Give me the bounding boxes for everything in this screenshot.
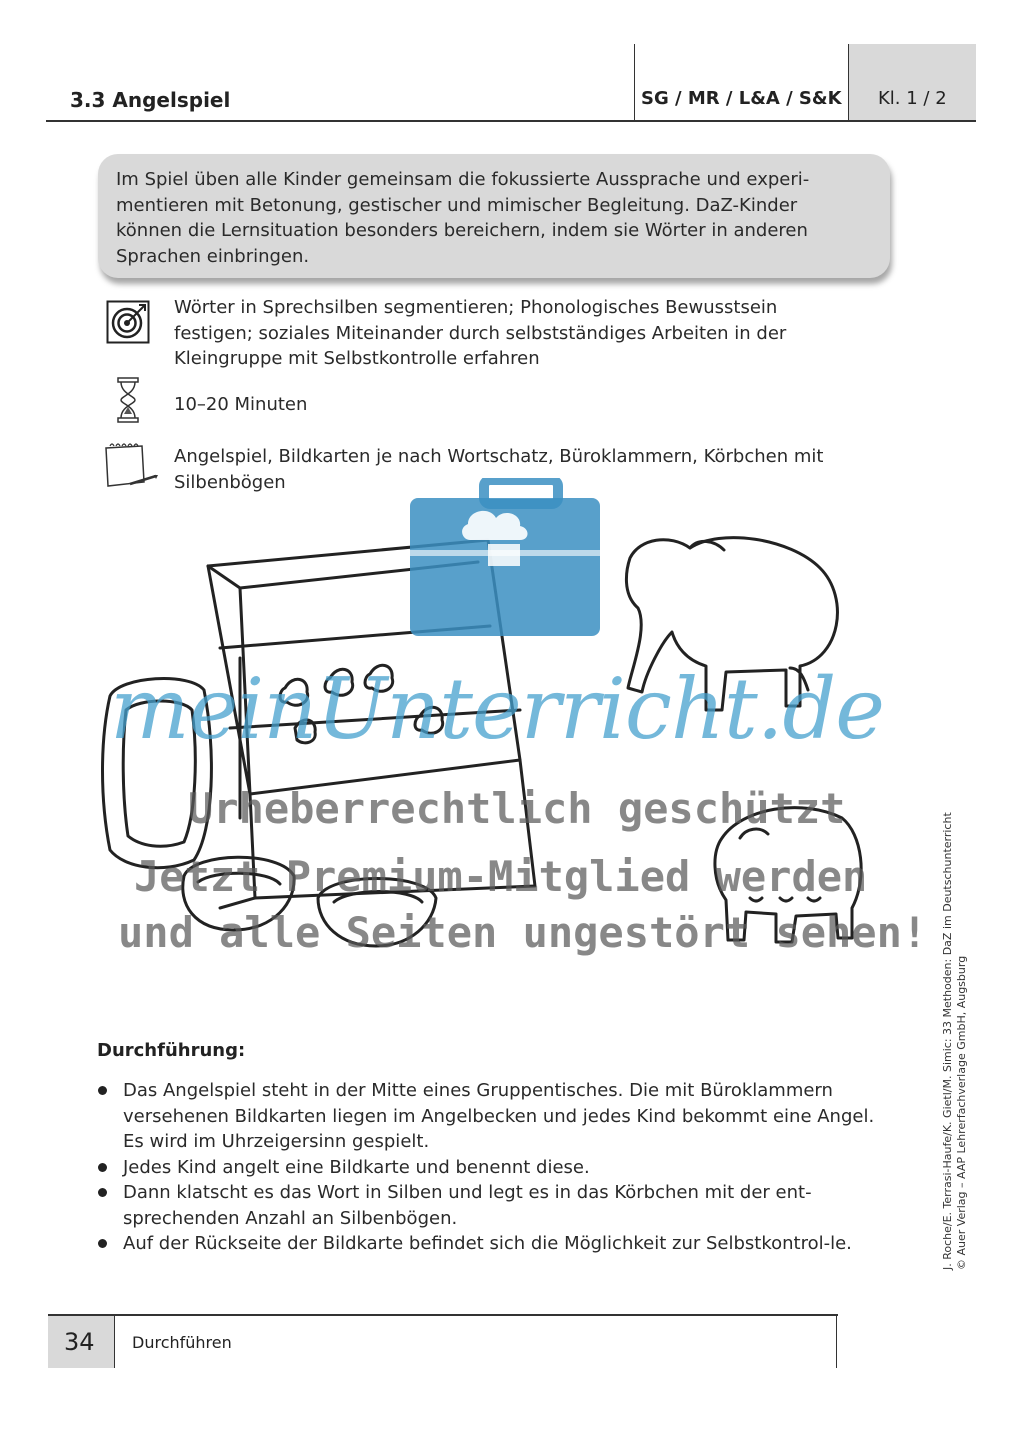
intro-line: Sprachen einbringen. <box>116 245 310 267</box>
goal-text <box>174 295 894 372</box>
footer-divider <box>114 1316 115 1368</box>
header-divider <box>634 44 635 120</box>
footer-divider <box>836 1314 837 1368</box>
header-rule <box>46 120 976 122</box>
section-heading: Durchführung: <box>97 1040 246 1061</box>
watermark-line: und alle Seiten ungestört sehen! <box>118 908 928 957</box>
list-item: Dann klatscht es das Wort in Silben und legt es in das Körbchen mit der ent-sprechenden Anzahl an Silbenbögen. <box>97 1180 887 1231</box>
intro-text <box>116 167 864 269</box>
copyright-credit <box>941 812 969 1270</box>
hourglass-icon <box>116 376 140 424</box>
watermark-line: Urheberrechtlich geschützt <box>188 784 846 833</box>
materials-line: Angelspiel, Bildkarten je nach Wortschatz, Büroklammern, Körbchen mit <box>174 446 824 467</box>
credit-line: J. Roche/E. Terrasi-Haufe/K. Gietl/M. Simic: 33 Methoden: DaZ im Deutschunterricht <box>941 812 954 1270</box>
time-text: 10–20 Minuten <box>174 394 308 415</box>
competence-codes: SG / MR / L&A / S&K <box>641 88 842 109</box>
header-divider <box>848 44 849 120</box>
footer-rule <box>48 1314 838 1316</box>
target-icon <box>106 300 150 344</box>
intro-line: mentieren mit Betonung, gestischer und mimischer Begleitung. DaZ-Kinder <box>116 194 798 216</box>
credit-line: © Auer Verlag – AAP Lehrerfachverlage GmbH, Augsburg <box>955 955 968 1270</box>
materials-line: Silbenbögen <box>174 471 286 493</box>
goal-line: Kleingruppe mit Selbstkontrolle erfahren <box>174 348 540 369</box>
list-item: Jedes Kind angelt eine Bildkarte und benennt diese. <box>97 1155 887 1181</box>
grade-label: Kl. 1 / 2 <box>878 88 947 109</box>
watermark-line: Jetzt Premium-Mitglied werden <box>134 852 868 901</box>
list-item: Das Angelspiel steht in der Mitte eines Gruppentisches. Die mit Büroklammern versehenen Bildkarten liegen im Angelbecken und jedes Kind bekommt eine Angel. Es wird im Uhrzeigersinn gespielt. <box>97 1078 887 1155</box>
briefcase-logo <box>410 480 600 636</box>
procedure-list <box>97 1078 887 1257</box>
page-title: 3.3 Angelspiel <box>70 88 231 112</box>
goal-line: festigen; soziales Miteinander durch selbstständiges Arbeiten in der <box>174 322 787 344</box>
goal-line: Wörter in Sprechsilben segmentieren; Phonologisches Bewusstsein <box>174 297 778 318</box>
intro-line: können die Lernsituation besonders bereichern, indem sie Wörter in anderen <box>116 220 808 241</box>
page-number: 34 <box>64 1328 95 1356</box>
footer-label: Durchführen <box>132 1333 232 1352</box>
list-item: Auf der Rückseite der Bildkarte befindet sich die Möglichkeit zur Selbstkontrol-le. <box>97 1231 887 1257</box>
watermark-brand: meinUnterricht.de <box>110 660 884 758</box>
intro-line: Im Spiel üben alle Kinder gemeinsam die fokussierte Aussprache und experi- <box>116 169 810 190</box>
